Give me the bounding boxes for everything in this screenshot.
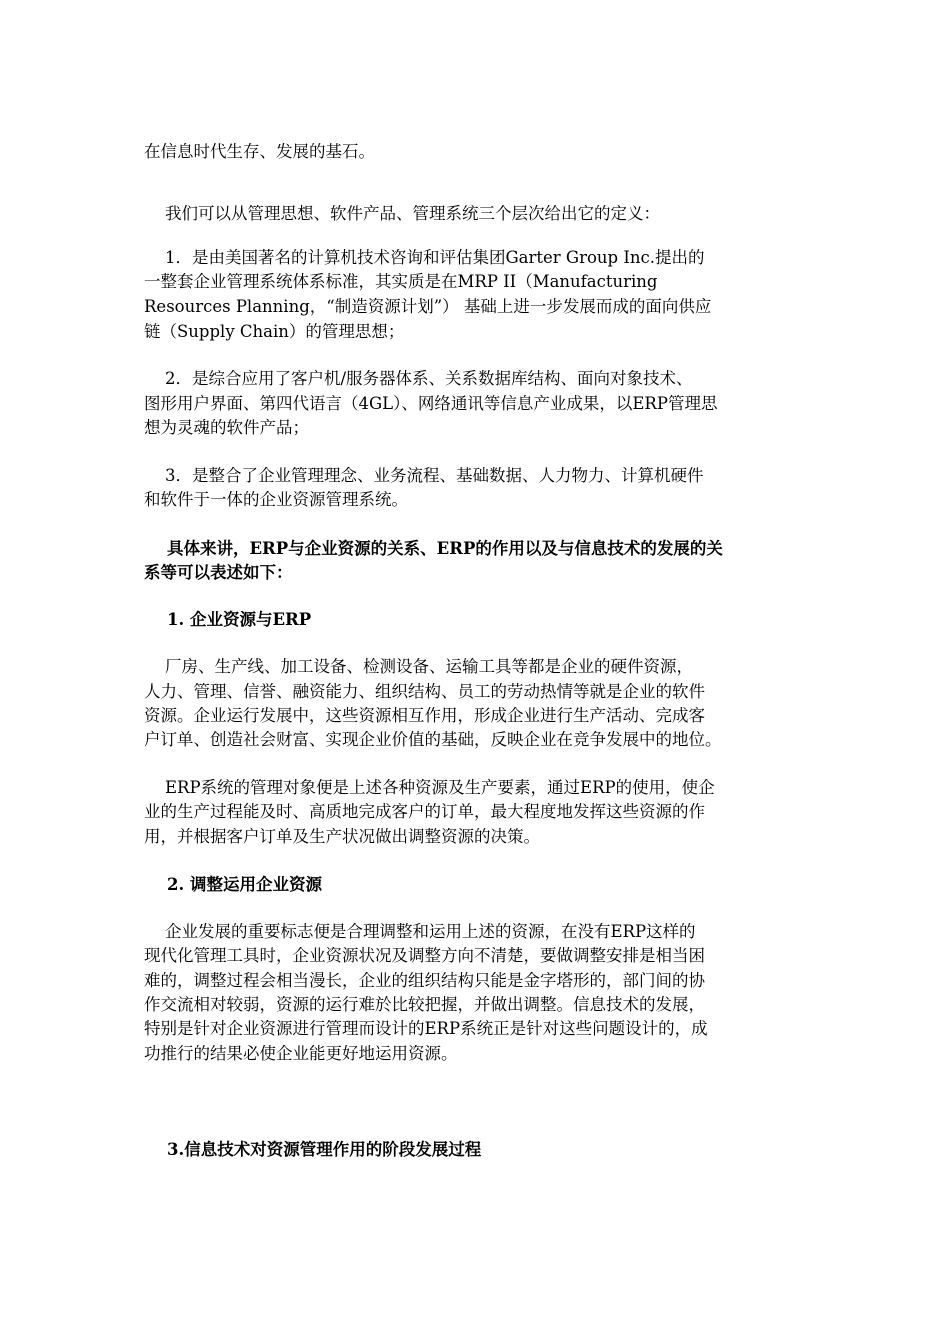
paragraph-2-line-0: 1．是由美国著名的计算机技术咨询和评估集团Garter Group Inc.提出的	[144, 248, 705, 267]
section-heading-2: 2. 调整运用企业资源	[144, 875, 322, 894]
paragraph-7-line-2: 资源。企业运行发展中，这些资源相互作用，形成企业进行生产活动、完成客	[144, 706, 705, 725]
paragraph-3-line-0: 2．是综合应用了客户机/服务器体系、关系数据库结构、面向对象技术、	[144, 369, 693, 388]
paragraph-1-line-0: 我们可以从管理思想、软件产品、管理系统三个层次给出它的定义：	[144, 204, 660, 223]
paragraph-2-line-2: Resources Planning，“制造资源计划”） 基础上进一步发展而成的面向供应	[144, 297, 712, 316]
paragraph-10-line-4: 特别是针对企业资源进行管理而设计的ERP系统正是针对这些问题设计的，成	[144, 1019, 708, 1038]
section-heading-1: 1. 企业资源与ERP	[144, 610, 312, 629]
paragraph-8-line-2: 用，并根据客户订单及生产状况做出调整资源的决策。	[144, 827, 540, 846]
paragraph-10-line-5: 功推行的结果必使企业能更好地运用资源。	[144, 1044, 458, 1063]
section-heading-3: 3.信息技术对资源管理作用的阶段发展过程	[144, 1140, 482, 1159]
paragraph-7-line-0: 厂房、生产线、加工设备、检测设备、运输工具等都是企业的硬件资源，	[144, 657, 693, 676]
paragraph-8-line-0: ERP系统的管理对象便是上述各种资源及生产要素，通过ERP的使用，使企	[144, 778, 715, 797]
paragraph-5-line-1: 系等可以表述如下：	[144, 563, 293, 582]
paragraph-4-line-1: 和软件于一体的企业资源管理系统。	[144, 490, 408, 509]
paragraph-4-line-0: 3．是整合了企业管理理念、业务流程、基础数据、人力物力、计算机硬件	[144, 466, 704, 485]
paragraph-2-line-1: 一整套企业管理系统体系标准，其实质是在MRP II（Manufacturing	[144, 272, 658, 291]
paragraph-8-line-1: 业的生产过程能及时、高质地完成客户的订单，最大程度地发挥这些资源的作	[144, 802, 705, 821]
paragraph-10-line-3: 作交流相对较弱，资源的运行难於比较把握，并做出调整。信息技术的发展，	[144, 995, 705, 1014]
paragraph-7-line-1: 人力、管理、信誉、融资能力、组织结构、员工的劳动热情等就是企业的软件	[144, 682, 705, 701]
paragraph-5-line-0: 具体来讲，ERP与企业资源的关系、ERP的作用以及与信息技术的发展的关	[144, 539, 723, 558]
paragraph-3-line-1: 图形用户界面、第四代语言（4GL）、网络通讯等信息产业成果，以ERP管理思	[144, 394, 718, 413]
paragraph-2-line-3: 链（Supply Chain）的管理思想；	[144, 322, 405, 341]
paragraph-10-line-0: 企业发展的重要标志便是合理调整和运用上述的资源，在没有ERP这样的	[144, 922, 696, 941]
paragraph-10-line-2: 难的，调整过程会相当漫长，企业的组织结构只能是金字塔形的，部门间的协	[144, 971, 705, 990]
paragraph-10-line-1: 现代化管理工具时，企业资源状况及调整方向不清楚，要做调整安排是相当困	[144, 946, 705, 965]
paragraph-3-line-2: 想为灵魂的软件产品；	[144, 418, 309, 437]
paragraph-0-line-0: 在信息时代生存、发展的基石。	[144, 142, 375, 161]
paragraph-7-line-3: 户订单、创造社会财富、实现企业价值的基础，反映企业在竞争发展中的地位。	[144, 730, 722, 749]
